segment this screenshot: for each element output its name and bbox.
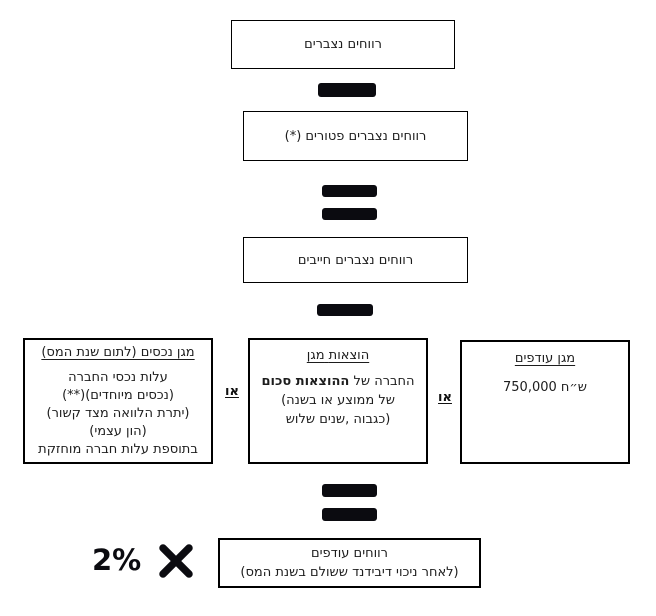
assets-shield-line: (הון עצמי) — [89, 424, 147, 439]
minus-operator-icon-2 — [317, 304, 373, 316]
assets-shield-line: עלות נכסי החברה — [68, 370, 168, 385]
assets-shield-line: (יתרת הלוואה מצד קשור) — [46, 406, 190, 421]
equals-operator-icon-2-top — [322, 484, 377, 497]
or-label-2: או — [438, 390, 452, 405]
node-surplus-shield — [460, 340, 630, 464]
result-text — [240, 544, 458, 582]
minus-operator-icon — [318, 83, 376, 97]
node-surplus-profits-result — [218, 538, 481, 588]
surplus-shield-amount: 750,000 ש״ח — [503, 380, 587, 395]
equals-operator-icon-top — [322, 185, 377, 197]
assets-shield-line: בתוספת עלות חברה מוחזקת — [38, 442, 198, 457]
expenses-shield-line-1: סכום ההוצאות של החברה — [261, 374, 415, 389]
equals-operator-icon-2-bottom — [322, 508, 377, 521]
surplus-shield-title: מגן עודפים — [514, 351, 576, 366]
expenses-shield-title: מגן הוצאות — [306, 348, 370, 363]
result-line-1: רווחים עודפים — [311, 546, 389, 561]
node-taxable-profits — [243, 237, 468, 283]
node-exempt-profits-label: רווחים נצברים פטורים (*) — [284, 128, 427, 144]
node-assets-shield — [23, 338, 213, 464]
two-percent-label: 2% — [92, 543, 142, 577]
multiply-icon — [155, 542, 197, 580]
node-accumulated-profits — [231, 20, 455, 69]
node-expenses-shield — [248, 338, 428, 464]
result-line-2: (לאחר ניכוי דיבידנד ששולם בשנת המס) — [240, 565, 459, 580]
node-accumulated-profits-label: רווחים נצברים — [304, 37, 382, 52]
assets-shield-title: מגן נכסים (לתום שנת המס) — [41, 345, 195, 360]
node-taxable-profits-label: רווחים נצברים חייבים — [297, 252, 414, 268]
or-label-1: או — [225, 384, 239, 399]
assets-shield-line: (נכסים מיוחדים)(**) — [62, 388, 174, 403]
node-exempt-profits — [243, 111, 468, 161]
expenses-shield-line-3: שלוש שנים, כגבוה) — [285, 412, 391, 427]
expenses-shield-line-2: (בשנה או ממוצע של — [281, 393, 395, 408]
equals-operator-icon-bottom — [322, 208, 377, 220]
